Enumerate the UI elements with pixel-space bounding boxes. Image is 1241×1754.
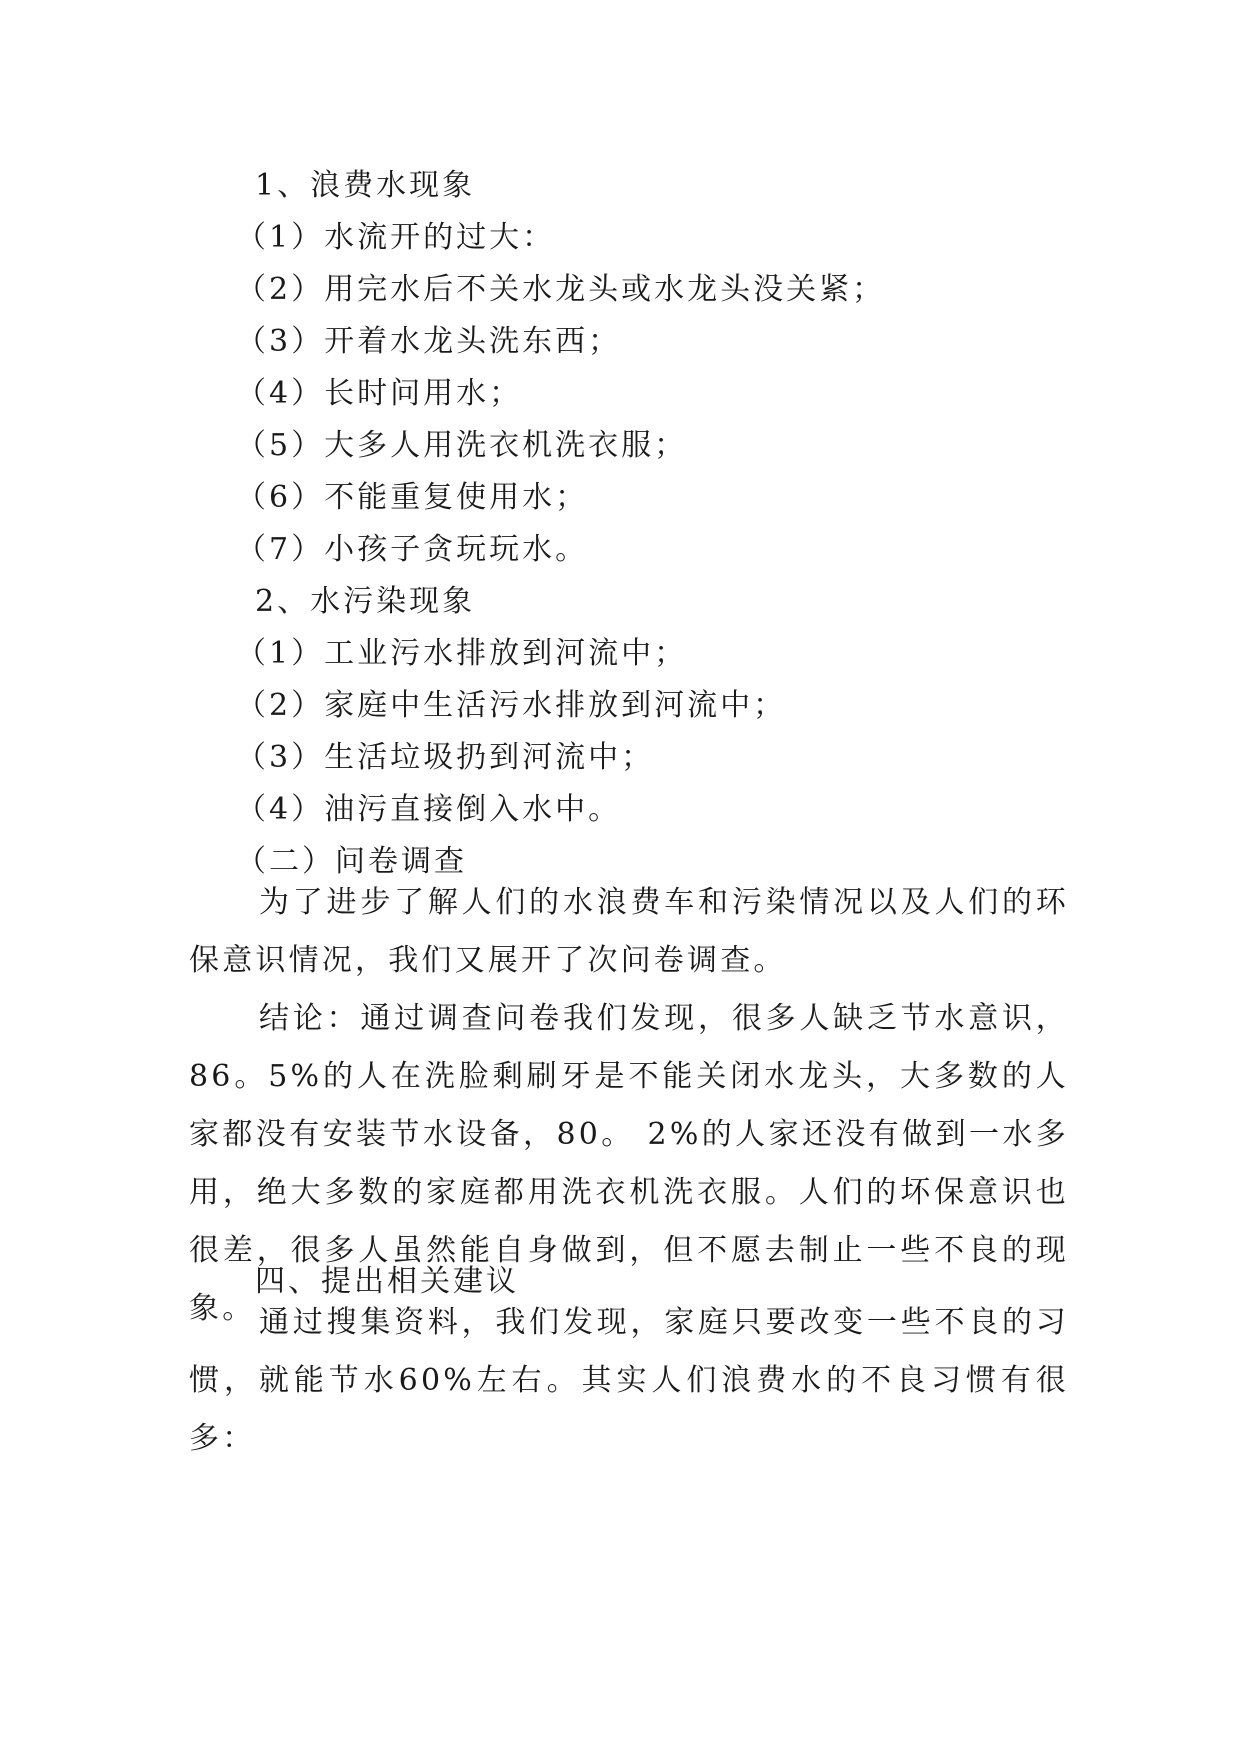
waste-item-2: （2）用完水后不关水龙头或水龙头没关紧； bbox=[236, 272, 886, 307]
waste-item-5: （5）大多人用洗衣机洗衣服； bbox=[236, 428, 688, 463]
waste-item-7: （7）小孩子贪玩玩水。 bbox=[236, 532, 589, 567]
pollution-item-4: （4）油污直接倒入水中。 bbox=[236, 792, 622, 827]
waste-item-1: （1）水流开的过大： bbox=[236, 220, 556, 255]
advice-paragraph: 通过搜集资料，我们发现，家庭只要改变一些不良的习惯，就能节水60%左右。其实人们浪费水的不良习惯有很多： bbox=[189, 1305, 1069, 1456]
conclusion-paragraph: 结论：通过调查问卷我们发现，很多人缺乏节水意识，86。5%的人在洗脸剩刷牙是不能关闭水龙头，大多数的人家都没有安装节水设备，80。 2%的人家还没有做到一水多用，绝大多数的家庭都用洗衣机洗衣服。人们的坏保意识也很差，很多人虽然能自身做到，但不愿去制止一些不良的现象。 bbox=[189, 1001, 1069, 1326]
heading-advice: 四、提出相关建议 bbox=[255, 1264, 519, 1299]
waste-item-6: （6）不能重复使用水； bbox=[236, 480, 589, 515]
pollution-item-3: （3）生活垃圾扔到河流中； bbox=[236, 740, 655, 775]
waste-item-3: （3）开着水龙头洗东西； bbox=[236, 324, 622, 359]
pollution-item-1: （1）工业污水排放到河流中； bbox=[236, 636, 688, 671]
heading-pollution: 2、水污染现象 bbox=[255, 584, 476, 619]
heading-survey: （二）问卷调查 bbox=[236, 844, 467, 879]
waste-item-4: （4）长时问用水； bbox=[236, 376, 523, 411]
survey-paragraph: 为了进步了解人们的水浪费车和污染情况以及人们的环保意识情况，我们又展开了次问卷调查。 bbox=[189, 885, 1069, 978]
pollution-item-2: （2）家庭中生活污水排放到河流中； bbox=[236, 688, 787, 723]
heading-waste: 1、浪费水现象 bbox=[255, 168, 476, 203]
